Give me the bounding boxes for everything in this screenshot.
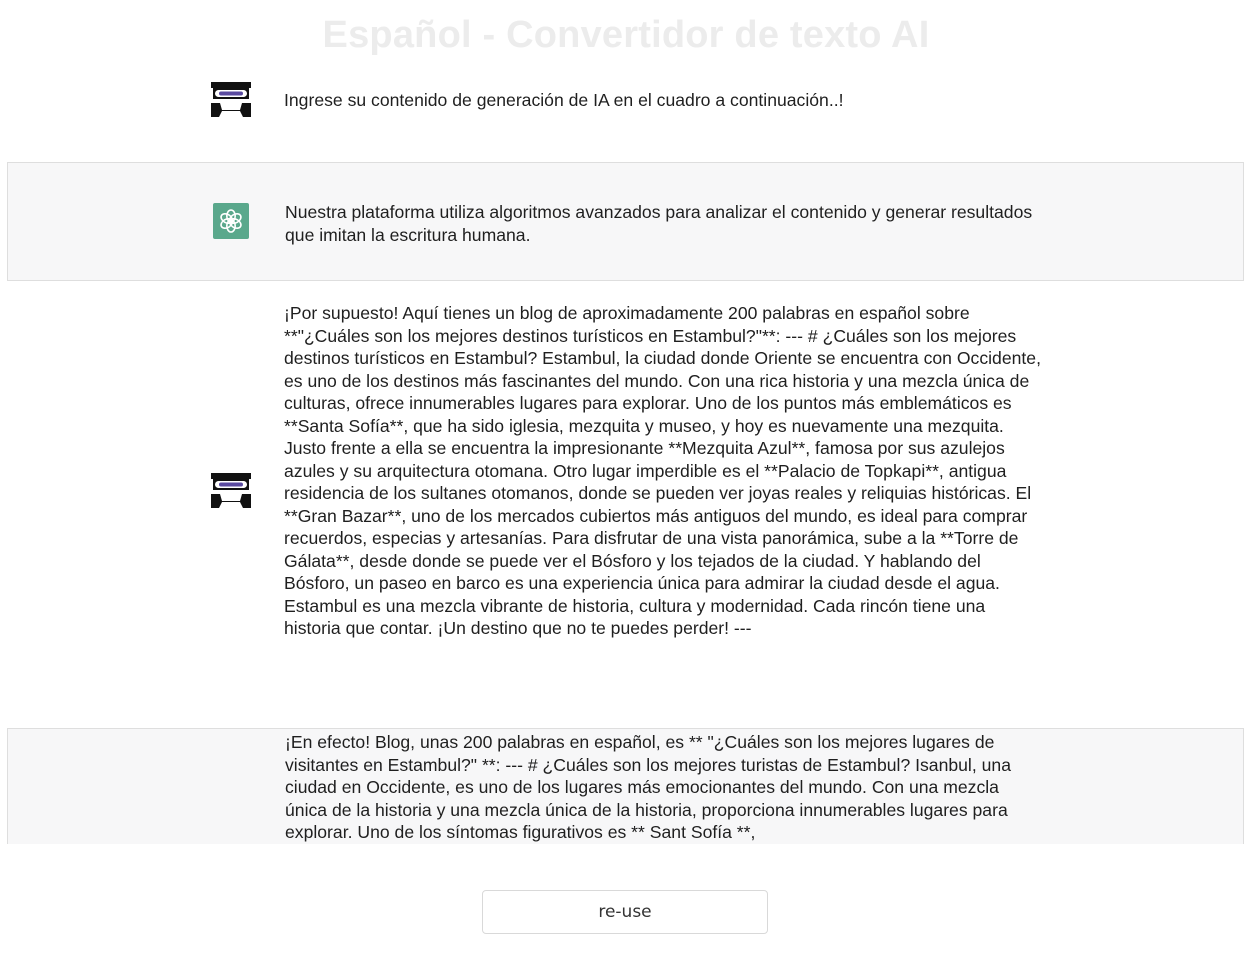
page-title: Español - Convertidor de texto AI xyxy=(322,14,930,56)
message-text: Nuestra plataforma utiliza algoritmos avanzados para analizar el contenido y generar resultados que imitan la escritura humana. xyxy=(285,202,1033,245)
message-text: ¡Por supuesto! Aquí tienes un blog de aproximadamente 200 palabras en español sobre **"¿Cuáles son los mejores destinos turísticos en Estambul?"**: --- # ¿Cuáles son los mejores destinos turísticos en Estambul? Estambul, la ciudad donde Oriente se encuentra con Occidente, es uno de los destinos más fascinantes del mundo. Con una rica historia y una mezcla única de culturas, ofrece innumerables lugares para explorar. Uno de los puntos más emblemáticos es **Santa Sofía**, que ha sido iglesia, mezquita y museo, y hoy es nuevamente una mezquita. Justo frente a ella se encuentra la impresionante **Mezquita Azul**, famosa por sus azulejos azules y su arquitectura otomana. Otro lugar imperdible es el **Palacio de Topkapi**, antigua residencia de los sultanes otomanos, donde se pueden ver joyas reales y reliquias históricas. El **Gran Bazar**, uno de los mercados cubiertos más antiguos del mundo, es ideal para comprar recuerdos, especias y artesanías. Para disfrutar de una vista panorámica, sube a la **Torre de Gálata**, desde donde se puede ver el Bósforo y los tejados de la ciudad. Y hablando del Bósforo, un paseo en barco es una experiencia única para admirar la ciudad desde el agua. Estambul es una mezcla vibrante de historia, cultura y modernidad. Cada rincón tiene una historia que contar. ¡Un destino que no te puedes perder! --- xyxy=(284,303,1041,638)
message-row-bot xyxy=(7,62,1244,142)
message-text: ¡En efecto! Blog, unas 200 palabras en español, es ** "¿Cuáles son los mejores lugares de visitantes en Estambul?" **: --- # ¿Cuáles son los mejores turistas de Estambul? Isanbul, una ciudad en Occidente, es uno de los lugares más emocionantes del mundo. Con una mezcla única de la historia y una mezcla única de la historia, proporciona innumerables lugares para explorar. Uno de los síntomas figurativos es ** Sant Sofía **, xyxy=(285,732,1011,842)
message-text: Ingrese su contenido de generación de IA en el cuadro a continuación..! xyxy=(284,90,844,110)
message-row-gpt xyxy=(7,728,1244,844)
robot-icon xyxy=(210,470,252,512)
message-row-gpt xyxy=(7,162,1244,281)
robot-icon xyxy=(210,79,252,121)
message-row-bot xyxy=(7,300,1244,700)
openai-icon xyxy=(213,203,249,239)
reuse-button[interactable]: re-use xyxy=(482,890,768,934)
